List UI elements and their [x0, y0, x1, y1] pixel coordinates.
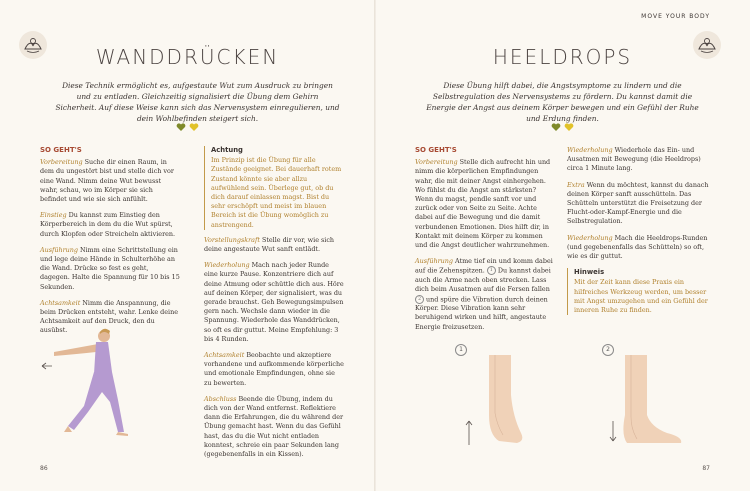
paragraph: Wiederholung Wiederhole das Ein- und Ausatmen mit Bewegung (die Heeldrops) circa 1 Minute lang.: [567, 146, 701, 173]
paragraph: Achtsamkeit Beobachte und akzeptiere vorhandene und aufkommende körperliche und emotionale Empfindungen, ohne sie zu bewerten.: [204, 351, 344, 387]
arrow-down-icon: [610, 421, 616, 441]
paragraph: Abschluss Beende die Übung, indem du dich von der Wand entfernst. Reflektiere dann die Erfahrungen, die du während der Übung gemacht hast. Wenn du das Gefühl hast, das du die Wut nicht entladen konntest, schreie ein paar Sekunden lang (gegebenenfalls in ein Kissen).: [204, 394, 344, 459]
tiptoe-illustration: [459, 355, 539, 450]
left-column-2: [204, 146, 344, 466]
page-title: WANDDRÜCKEN: [95, 45, 280, 69]
hint-box: [567, 268, 712, 315]
heart-icon: [551, 122, 561, 132]
right-page: [375, 0, 750, 491]
intro-text: Diese Technik ermöglicht es, aufgestaute Wut zum Ausdruck zu bringen und zu entladen. Gleichzeitig signalisiert die Übung dem Gehirn Sicherheit. Auf diese Weise kann sich das Nervensystem einregulieren, und dein Wohlbefinden steigert sich.: [55, 81, 340, 123]
paragraph: Wiederholung Mach die Heeldrops-Runden (und gegebenenfalls das Schütteln) so oft, wie es dir guttut.: [567, 233, 708, 261]
arrow-up-icon: [466, 421, 472, 445]
page-number: 86: [40, 465, 48, 472]
section-label: MOVE YOUR BODY: [641, 13, 710, 20]
paragraph: Ausführung Nimm eine Schrittstellung ein und lege deine Hände in Schulterhöhe an die Wand. Drücke so fest es geht, dagegen. Halte die Spannung für 10 bis 15 Sekunden.: [40, 245, 180, 291]
note-heading: Achtung: [211, 146, 243, 154]
paragraph: Ausführung Atme tief ein und komm dabei auf die Zehenspitzen. 1 Du kannst dabei auch die Arme nach oben strecken. Lass dich beim Ausatmen auf die Fersen fallen 2 und spüre die Vibration durch deinen Körper. Diese Vibration kann sehr beruhigend wirken und hilft, angestaute Energie freizusetzen.: [415, 257, 553, 331]
note-text: Im Prinzip ist die Übung für alle Zustände geeignet. Bei dauerhaft rotem Zustand könnte sie aber allzu aufwühlend sein. Überlege gut, ob du dich darauf einlassen magst. Bist du sehr erschöpft und meist im blauen Bereich ist die Übung womöglich zu anstrengend.: [211, 156, 342, 229]
paragraph: Vorstellungskraft Stelle dir vor, wie sich deine angestaute Wut sanft entlädt.: [204, 235, 335, 254]
right-column-1: [415, 146, 555, 339]
step-marker: 1: [487, 266, 496, 275]
note-text: Mit der Zeit kann diese Praxis ein hilfreiches Werkzeug werden, um besser mit Angst umzugehen und ein Gefühl der inneren Ruhe zu finden.: [574, 278, 708, 315]
intro-text: Diese Übung hilft dabei, die Angstsymptome zu lindern und die Selbstregulation des Nervensystems zu fördern. Du kannst damit die Energie der Angst aus deinem Körper bewegen und ein Gefühl der Ruhe und Erdung finden.: [426, 81, 699, 123]
section-heading: SO GEHT'S: [415, 146, 457, 154]
section-heading: SO GEHT'S: [40, 146, 82, 154]
wall-push-illustration: [38, 322, 138, 440]
paragraph: Vorbereitung Stelle dich aufrecht hin und nimm die körperlichen Empfindungen wahr, die mit deiner Angst einhergehen. Wo fühlst du die Angst am stärksten? Wenn du magst, pendle sanft vor und zurück oder von Seite zu Seite. Achte dabei auf die Bewegung und die damit verbundenen Emotionen. Dies hilft dir, in Kontakt mit deinem Körper zu kommen und die Angst deutlicher wahrzunehmen.: [415, 158, 551, 250]
paragraph: Wiederholung Mach nach jeder Runde eine kurze Pause. Konzentriere dich auf deine Atmung oder schüttle dich aus. Höre auf deinen Körper, der signalisiert, was du gerade brauchst. Geh Bewegungsimpulsen gern nach. Wechsle dann wieder in die Spannung. Wiederhole das Wanddrücken, so oft es dir guttut. Meine Empfehlung: 3 bis 4 Runden.: [204, 261, 344, 343]
hearts: [176, 122, 199, 132]
paragraph: Extra Wenn du möchtest, kannst du danach deinen Körper sanft ausschütteln. Das Schütteln unterstützt die Freisetzung der Flucht-oder-Kampf-Energie und die Selbstregulation.: [567, 180, 709, 226]
left-column-1: [40, 146, 180, 343]
page-number: 87: [702, 465, 710, 472]
paragraph: Achtsamkeit Nimm die Anspannung, die beim Drücken entsteht, wahr. Lenke deine Achtsamkeit auf den Druck, den du ausübst.: [40, 298, 178, 335]
paragraph: Vorbereitung Suche dir einen Raum, in dem du ungestört bist und stelle dich vor eine Wand. Nimm deine Wut bewusst wahr, schau, wo im Körper sie sich befindet und wie sie sich anfühlt.: [40, 158, 174, 204]
heart-icon: [176, 122, 186, 132]
heart-icon: [189, 122, 199, 132]
step-marker: 2: [415, 295, 424, 304]
hearts: [551, 122, 574, 132]
right-column-2: [567, 146, 712, 321]
note-heading: Hinweis: [574, 268, 605, 277]
heel-drop-illustration: [607, 355, 702, 450]
arrow-left-icon: [42, 363, 52, 369]
caution-box: [204, 146, 344, 230]
heart-icon: [564, 122, 574, 132]
step-number: 2: [602, 344, 614, 356]
page-title: HEELDROPS: [492, 45, 633, 69]
step-number: 1: [455, 344, 467, 356]
paragraph: Einstieg Du kannst zum Einstieg den Körperbereich in dem du die Wut spürst, durch Klopfen oder Streicheln aktivieren.: [40, 211, 176, 238]
